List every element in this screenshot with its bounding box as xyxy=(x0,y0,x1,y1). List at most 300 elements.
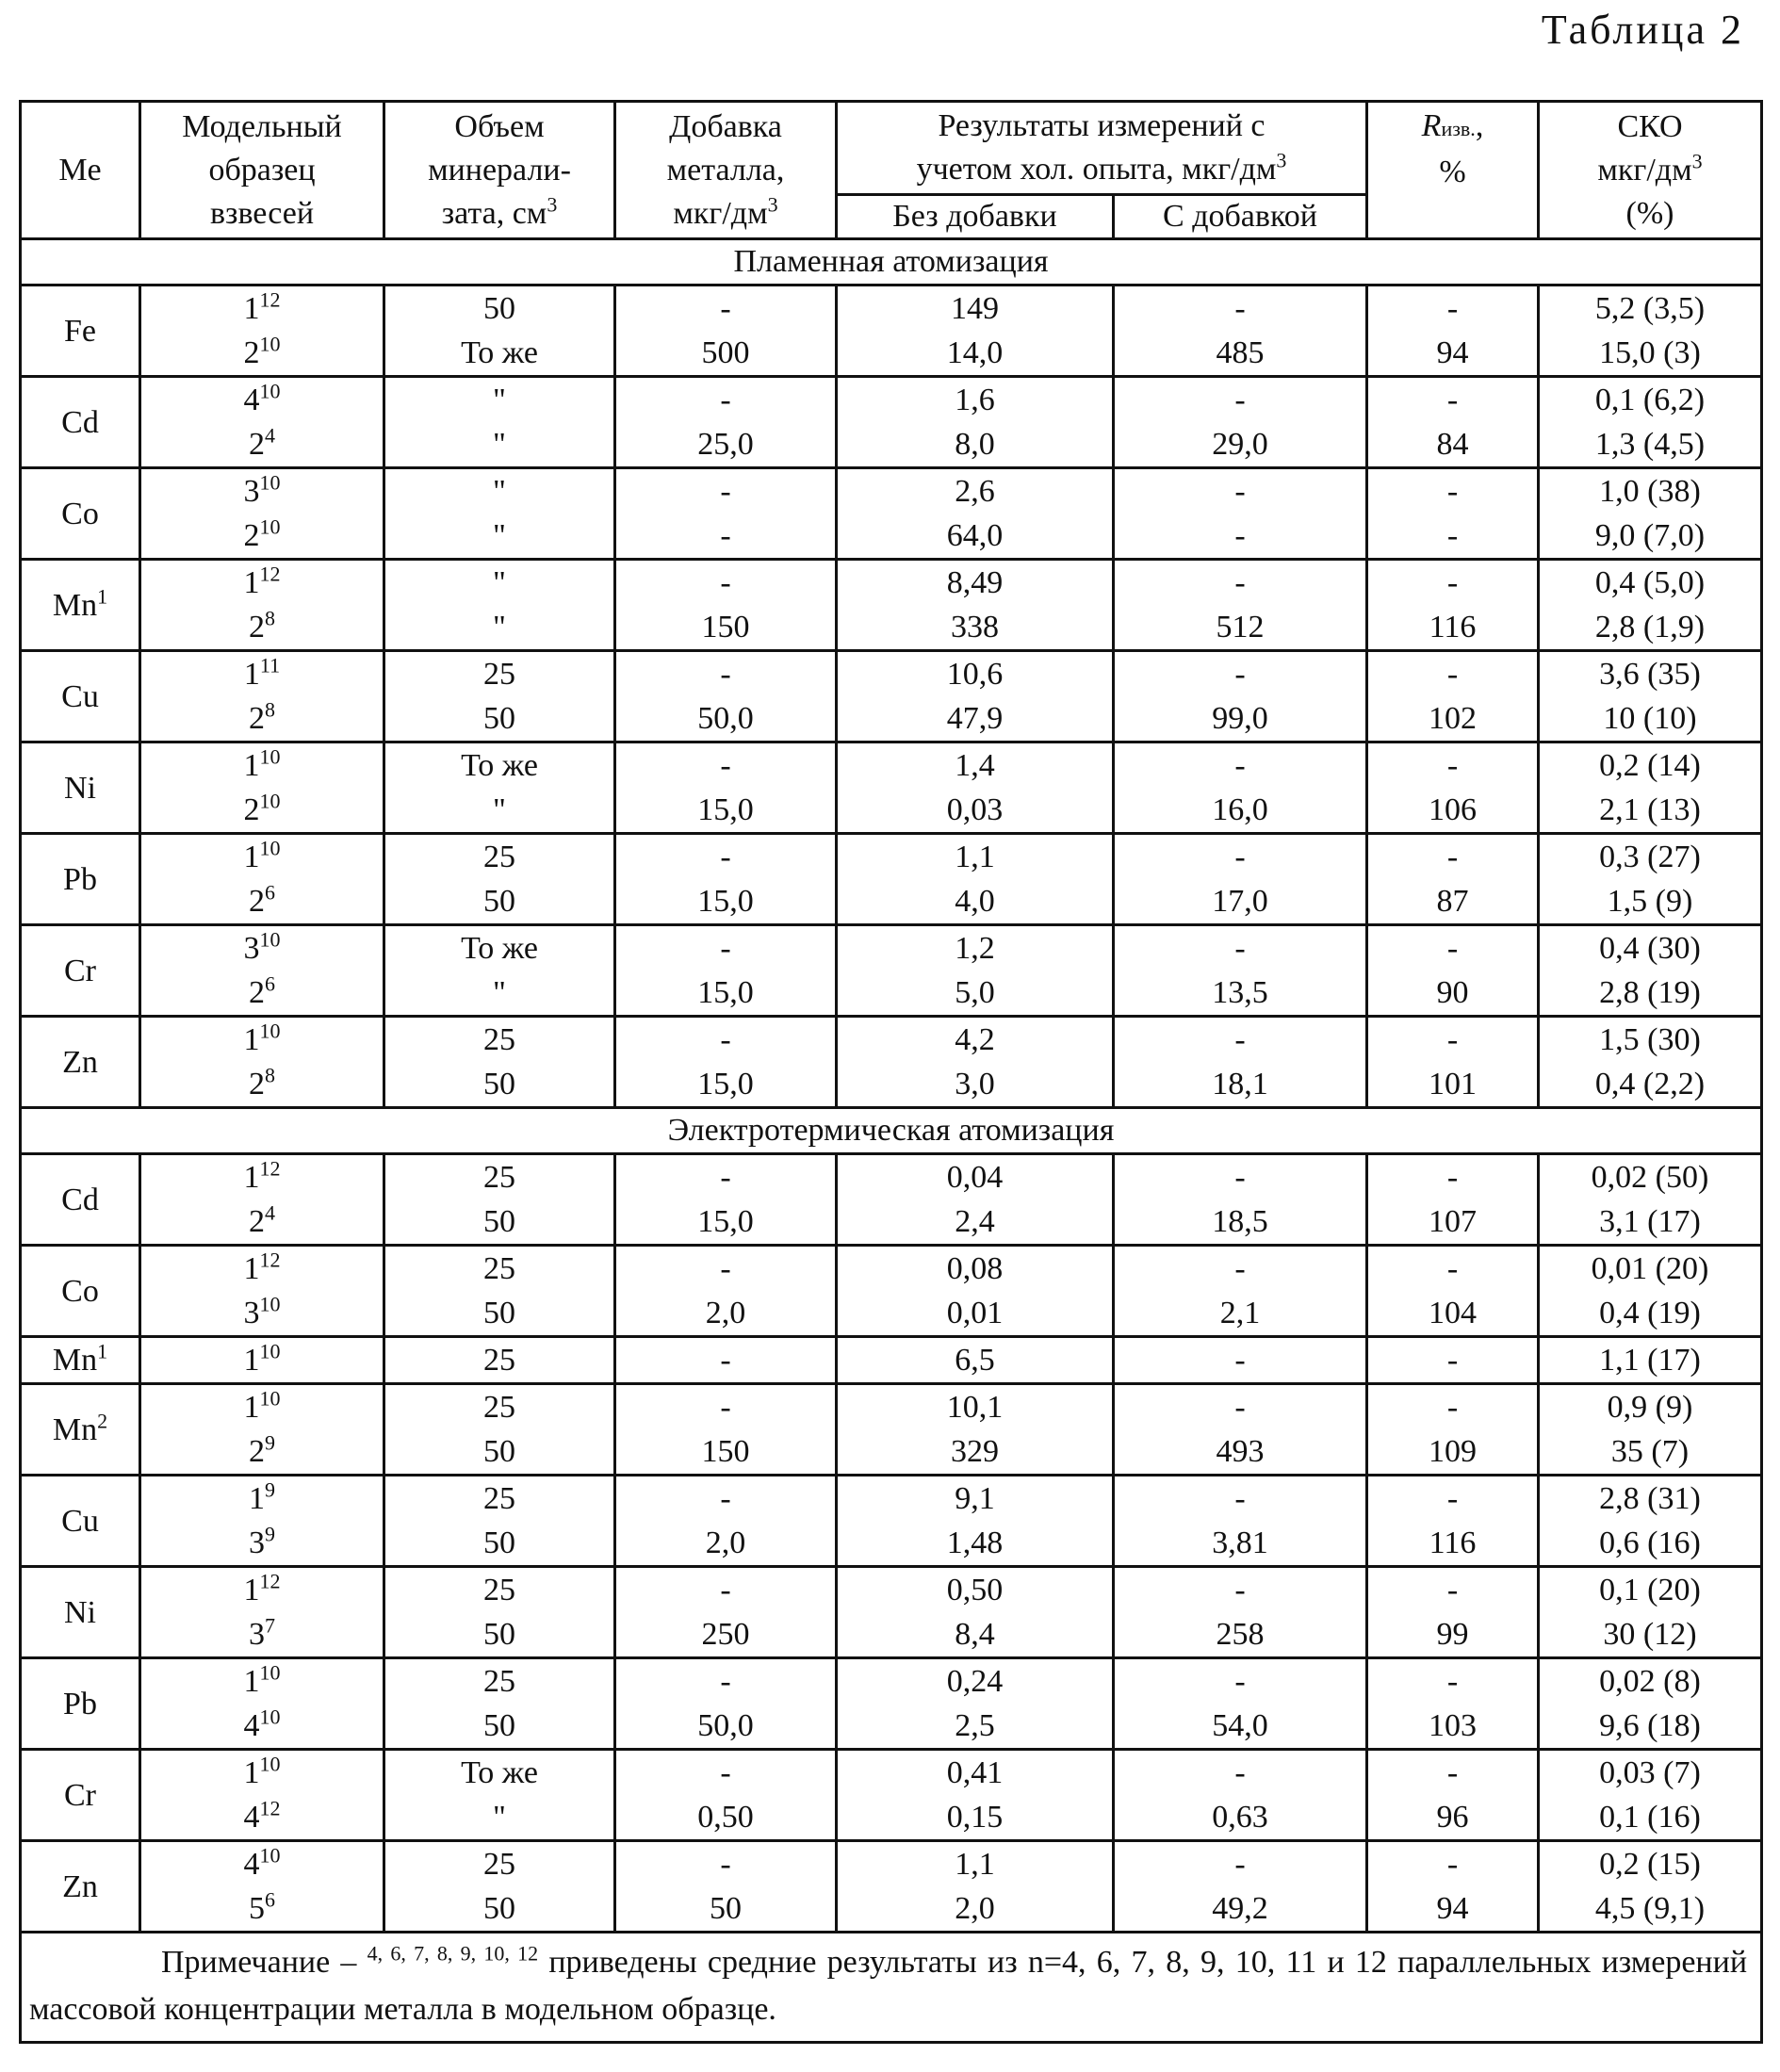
sample-number: 1 xyxy=(244,1755,260,1790)
metal-symbol: Ni xyxy=(64,1595,96,1630)
cell-value: - xyxy=(1372,1247,1533,1291)
cell-value: 96 xyxy=(1372,1795,1533,1839)
metal-symbol: Mn xyxy=(53,588,97,623)
cell-value: 50 xyxy=(389,1199,610,1244)
metal-symbol: Cr xyxy=(64,1778,96,1813)
cell-volume xyxy=(384,1017,615,1108)
sample-line xyxy=(145,1385,379,1429)
cell-without-addition xyxy=(837,286,1114,377)
cell-without-addition xyxy=(837,377,1114,468)
cell-value: 29,0 xyxy=(1119,422,1362,466)
superscript: 3 xyxy=(768,192,778,216)
table-row xyxy=(21,1384,1762,1476)
cell-value: - xyxy=(1372,514,1533,558)
sample-number: 2 xyxy=(249,701,265,736)
cell-without-addition xyxy=(837,834,1114,925)
cell-value: 15,0 xyxy=(620,1062,831,1106)
cell-without-addition xyxy=(837,1154,1114,1246)
cell-volume xyxy=(384,1567,615,1658)
measurement-count: 12 xyxy=(260,563,281,586)
header-text: минерали- xyxy=(389,149,610,192)
measurement-count: 12 xyxy=(260,1157,281,1181)
cell-value: 0,63 xyxy=(1119,1795,1362,1839)
sample-line xyxy=(145,1886,379,1931)
cell-value: - xyxy=(1372,743,1533,788)
cell-addition xyxy=(615,1750,837,1841)
cell-value: 25 xyxy=(389,652,610,696)
sample-number: 1 xyxy=(244,1160,260,1195)
cell-with-addition xyxy=(1114,1337,1367,1384)
cell-value: " xyxy=(389,971,610,1015)
measurement-count: 10 xyxy=(260,1661,281,1685)
cell-value: - xyxy=(1372,469,1533,514)
cell-sample xyxy=(140,377,384,468)
table-row xyxy=(21,468,1762,560)
header-text: % xyxy=(1372,151,1533,194)
cell-value: - xyxy=(620,286,831,331)
cell-value: 14,0 xyxy=(841,331,1108,375)
measurement-count: 10 xyxy=(260,471,281,495)
note-text: приведены средние результаты из n=4, 6, 7, 8, 9, 10, 11 и 12 параллельных измерений массовой концентрации металла в модельном образце. xyxy=(29,1945,1747,2027)
header-text: Результаты измерений с xyxy=(841,105,1362,148)
cell-metal xyxy=(21,925,140,1017)
cell-value: 50 xyxy=(389,1429,610,1474)
cell-metal xyxy=(21,742,140,834)
cell-value: - xyxy=(1119,1338,1362,1382)
cell-value: То же xyxy=(389,743,610,788)
measurement-count: 8 xyxy=(265,607,275,630)
measurement-count: 6 xyxy=(265,881,275,905)
cell-value: - xyxy=(620,1247,831,1291)
cell-metal xyxy=(21,1750,140,1841)
cell-value: - xyxy=(620,835,831,879)
cell-value: 116 xyxy=(1372,1521,1533,1565)
cell-value: 258 xyxy=(1119,1612,1362,1656)
cell-with-addition xyxy=(1114,925,1367,1017)
sample-line xyxy=(145,1568,379,1612)
sample-line xyxy=(145,469,379,514)
cell-recovery xyxy=(1367,1841,1539,1933)
metal-symbol: Cr xyxy=(64,954,96,988)
cell-value: 2,4 xyxy=(841,1199,1108,1244)
metal-symbol: Cd xyxy=(61,405,99,440)
cell-value: - xyxy=(620,1385,831,1429)
metal-symbol: Cu xyxy=(61,679,99,714)
cell-value: - xyxy=(1119,1568,1362,1612)
sample-number: 5 xyxy=(249,1891,265,1926)
header-without-addition: Без добавки xyxy=(837,195,1114,239)
cell-with-addition xyxy=(1114,1567,1367,1658)
cell-value: 50 xyxy=(389,696,610,741)
header-text: СКО xyxy=(1543,106,1756,149)
cell-sko xyxy=(1539,1658,1762,1750)
cell-value: - xyxy=(1119,926,1362,971)
cell-addition xyxy=(615,286,837,377)
cell-value: 0,9 (9) xyxy=(1543,1385,1756,1429)
cell-value: 338 xyxy=(841,605,1108,649)
metal-symbol: Pb xyxy=(63,862,97,897)
sample-number: 1 xyxy=(244,840,260,874)
cell-value: 103 xyxy=(1372,1704,1533,1748)
cell-sample xyxy=(140,1841,384,1933)
cell-sample xyxy=(140,1017,384,1108)
measurement-count: 7 xyxy=(265,1614,275,1638)
table-row xyxy=(21,834,1762,925)
cell-value: 8,49 xyxy=(841,561,1108,605)
cell-value: - xyxy=(1119,1751,1362,1795)
header-text: взвесей xyxy=(145,192,379,236)
cell-value: 50 xyxy=(389,1062,610,1106)
cell-value: 15,0 xyxy=(620,1199,831,1244)
cell-value: 50 xyxy=(389,1704,610,1748)
cell-value: " xyxy=(389,469,610,514)
cell-value: 4,5 (9,1) xyxy=(1543,1886,1756,1931)
cell-value: 1,1 (17) xyxy=(1543,1338,1756,1382)
sample-line xyxy=(145,1659,379,1704)
cell-value: То же xyxy=(389,331,610,375)
cell-value: 0,4 (5,0) xyxy=(1543,561,1756,605)
cell-value: 149 xyxy=(841,286,1108,331)
cell-volume xyxy=(384,1750,615,1841)
cell-with-addition xyxy=(1114,834,1367,925)
superscript: 3 xyxy=(1692,149,1703,172)
cell-value: 50 xyxy=(389,879,610,923)
cell-value: 2,8 (31) xyxy=(1543,1477,1756,1521)
cell-value: 99 xyxy=(1372,1612,1533,1656)
cell-recovery xyxy=(1367,834,1539,925)
cell-value: - xyxy=(620,1477,831,1521)
cell-value: 329 xyxy=(841,1429,1108,1474)
cell-value: - xyxy=(1119,652,1362,696)
cell-value: 1,48 xyxy=(841,1521,1108,1565)
cell-value: " xyxy=(389,422,610,466)
measurement-count: 10 xyxy=(260,515,281,539)
cell-addition xyxy=(615,742,837,834)
cell-sample xyxy=(140,1658,384,1750)
cell-addition xyxy=(615,1384,837,1476)
cell-sko xyxy=(1539,286,1762,377)
cell-value: 4,0 xyxy=(841,879,1108,923)
cell-addition xyxy=(615,1567,837,1658)
metal-symbol: Cu xyxy=(61,1504,99,1539)
cell-value: 50,0 xyxy=(620,1704,831,1748)
cell-value: - xyxy=(620,378,831,422)
cell-value: 2,8 (1,9) xyxy=(1543,605,1756,649)
cell-value: 1,6 xyxy=(841,378,1108,422)
table-row xyxy=(21,1337,1762,1384)
measurement-count: 9 xyxy=(265,1478,275,1502)
cell-with-addition xyxy=(1114,468,1367,560)
cell-sample xyxy=(140,742,384,834)
measurement-count: 8 xyxy=(265,1064,275,1087)
sample-number: 1 xyxy=(249,1481,265,1516)
cell-value: 1,1 xyxy=(841,835,1108,879)
cell-value: То же xyxy=(389,926,610,971)
cell-value: - xyxy=(1119,1018,1362,1062)
cell-metal xyxy=(21,377,140,468)
sample-line xyxy=(145,1429,379,1474)
cell-with-addition xyxy=(1114,1246,1367,1337)
measurement-count: 12 xyxy=(260,288,281,312)
cell-without-addition xyxy=(837,1337,1114,1384)
cell-value: - xyxy=(620,1568,831,1612)
cell-sko xyxy=(1539,1246,1762,1337)
cell-value: - xyxy=(1119,514,1362,558)
cell-value: 5,2 (3,5) xyxy=(1543,286,1756,331)
sample-number: 1 xyxy=(244,1343,260,1378)
cell-value: - xyxy=(620,561,831,605)
sample-line xyxy=(145,1018,379,1062)
cell-volume xyxy=(384,1841,615,1933)
cell-value: - xyxy=(620,1842,831,1886)
measurement-count: 12 xyxy=(260,1797,281,1820)
sample-line xyxy=(145,1704,379,1748)
cell-value: 107 xyxy=(1372,1199,1533,1244)
cell-value: 25 xyxy=(389,1385,610,1429)
header-text: образец xyxy=(145,149,379,192)
sample-line xyxy=(145,422,379,466)
cell-value: 500 xyxy=(620,331,831,375)
cell-value: - xyxy=(1119,1247,1362,1291)
cell-value: 10,1 xyxy=(841,1385,1108,1429)
cell-with-addition xyxy=(1114,1017,1367,1108)
cell-value: 17,0 xyxy=(1119,879,1362,923)
cell-sample xyxy=(140,651,384,742)
cell-value: 1,5 (9) xyxy=(1543,879,1756,923)
cell-value: 50 xyxy=(389,1291,610,1335)
cell-value: 3,1 (17) xyxy=(1543,1199,1756,1244)
header-text: , xyxy=(1476,108,1484,143)
cell-volume xyxy=(384,468,615,560)
metal-symbol: Pb xyxy=(63,1687,97,1721)
cell-value: - xyxy=(1119,1385,1362,1429)
sample-line xyxy=(145,835,379,879)
sample-number: 2 xyxy=(249,427,265,462)
sample-number: 2 xyxy=(249,1067,265,1101)
cell-addition xyxy=(615,468,837,560)
cell-value: 25 xyxy=(389,1659,610,1704)
sample-line xyxy=(145,378,379,422)
measurement-count: 10 xyxy=(260,333,281,356)
measurement-count: 10 xyxy=(260,1705,281,1729)
cell-value: 10 (10) xyxy=(1543,696,1756,741)
header-text: R xyxy=(1422,108,1442,143)
cell-value: - xyxy=(1372,835,1533,879)
cell-value: " xyxy=(389,514,610,558)
cell-sample xyxy=(140,560,384,651)
cell-metal xyxy=(21,1476,140,1567)
cell-value: 3,0 xyxy=(841,1062,1108,1106)
cell-without-addition xyxy=(837,1476,1114,1567)
cell-value: 13,5 xyxy=(1119,971,1362,1015)
cell-sko xyxy=(1539,1750,1762,1841)
cell-value: - xyxy=(1372,1842,1533,1886)
cell-sample xyxy=(140,834,384,925)
cell-addition xyxy=(615,1476,837,1567)
section-row xyxy=(21,239,1762,286)
cell-recovery xyxy=(1367,1337,1539,1384)
cell-recovery xyxy=(1367,1384,1539,1476)
superscript: 1 xyxy=(97,1340,107,1363)
cell-value: 18,5 xyxy=(1119,1199,1362,1244)
cell-without-addition xyxy=(837,742,1114,834)
table-row xyxy=(21,1750,1762,1841)
cell-value: 104 xyxy=(1372,1291,1533,1335)
cell-value: - xyxy=(1372,1568,1533,1612)
sample-line xyxy=(145,788,379,832)
cell-value: - xyxy=(1119,743,1362,788)
sample-number: 2 xyxy=(244,792,260,827)
sample-line xyxy=(145,926,379,971)
cell-recovery xyxy=(1367,1154,1539,1246)
cell-sample xyxy=(140,1750,384,1841)
cell-value: - xyxy=(1119,469,1362,514)
note-label: Примечание – xyxy=(161,1945,367,1980)
cell-sample xyxy=(140,1246,384,1337)
sample-number: 1 xyxy=(244,291,260,326)
cell-value: 150 xyxy=(620,1429,831,1474)
cell-with-addition xyxy=(1114,1841,1367,1933)
measurement-count: 9 xyxy=(265,1523,275,1546)
sample-line xyxy=(145,1247,379,1291)
cell-sko xyxy=(1539,1476,1762,1567)
cell-recovery xyxy=(1367,742,1539,834)
cell-volume xyxy=(384,377,615,468)
cell-value: То же xyxy=(389,1751,610,1795)
cell-addition xyxy=(615,1017,837,1108)
sample-line xyxy=(145,879,379,923)
sample-line xyxy=(145,652,379,696)
results-table xyxy=(19,100,1763,2044)
header-sample xyxy=(140,102,384,239)
cell-value: 50 xyxy=(389,1612,610,1656)
cell-metal xyxy=(21,468,140,560)
cell-value: 0,1 (20) xyxy=(1543,1568,1756,1612)
cell-with-addition xyxy=(1114,1384,1367,1476)
metal-symbol: Mn xyxy=(53,1343,97,1378)
measurement-count: 10 xyxy=(260,1844,281,1868)
sample-line xyxy=(145,1795,379,1839)
measurement-count: 8 xyxy=(265,698,275,722)
cell-metal xyxy=(21,651,140,742)
cell-value: - xyxy=(620,1338,831,1382)
cell-value: 90 xyxy=(1372,971,1533,1015)
cell-value: 2,1 xyxy=(1119,1291,1362,1335)
measurement-count: 12 xyxy=(260,1248,281,1272)
sample-line xyxy=(145,286,379,331)
cell-value: 3,81 xyxy=(1119,1521,1362,1565)
cell-value: - xyxy=(1372,652,1533,696)
cell-value: 15,0 xyxy=(620,788,831,832)
cell-value: 0,6 (16) xyxy=(1543,1521,1756,1565)
cell-value: 50 xyxy=(389,1521,610,1565)
sample-line xyxy=(145,1291,379,1335)
cell-metal xyxy=(21,1841,140,1933)
header-recovery xyxy=(1367,102,1539,239)
sample-line xyxy=(145,1062,379,1106)
table-row xyxy=(21,742,1762,834)
cell-value: 25,0 xyxy=(620,422,831,466)
cell-value: 25 xyxy=(389,1155,610,1199)
cell-value: - xyxy=(1372,926,1533,971)
measurement-count: 10 xyxy=(260,1020,281,1043)
cell-metal xyxy=(21,1246,140,1337)
sample-number: 1 xyxy=(244,565,260,600)
cell-value: 35 (7) xyxy=(1543,1429,1756,1474)
cell-sko xyxy=(1539,742,1762,834)
cell-value: - xyxy=(1119,378,1362,422)
cell-value: - xyxy=(620,1155,831,1199)
cell-value: 1,2 xyxy=(841,926,1108,971)
sample-number: 3 xyxy=(249,1525,265,1560)
subscript: изв. xyxy=(1441,117,1475,140)
cell-without-addition xyxy=(837,1384,1114,1476)
cell-metal xyxy=(21,1337,140,1384)
cell-value: 0,01 (20) xyxy=(1543,1247,1756,1291)
cell-value: 30 (12) xyxy=(1543,1612,1756,1656)
header-with-addition: С добавкой xyxy=(1114,195,1367,239)
cell-value: 18,1 xyxy=(1119,1062,1362,1106)
sample-line xyxy=(145,1842,379,1886)
sample-line xyxy=(145,1612,379,1656)
header-text: мкг/дм xyxy=(1597,153,1691,188)
cell-value: - xyxy=(620,743,831,788)
header-text: Объем xyxy=(389,106,610,149)
sample-line xyxy=(145,561,379,605)
cell-volume xyxy=(384,1658,615,1750)
cell-value: 0,4 (2,2) xyxy=(1543,1062,1756,1106)
cell-sample xyxy=(140,1567,384,1658)
cell-value: 47,9 xyxy=(841,696,1108,741)
table-row xyxy=(21,1658,1762,1750)
sample-number: 2 xyxy=(244,335,260,370)
cell-value: 2,6 xyxy=(841,469,1108,514)
cell-addition xyxy=(615,1841,837,1933)
sample-line xyxy=(145,1338,379,1382)
cell-value: - xyxy=(620,469,831,514)
cell-recovery xyxy=(1367,1017,1539,1108)
sample-number: 1 xyxy=(244,657,260,692)
sample-line xyxy=(145,696,379,741)
cell-value: 3,6 (35) xyxy=(1543,652,1756,696)
cell-value: - xyxy=(1119,561,1362,605)
cell-recovery xyxy=(1367,377,1539,468)
table-row xyxy=(21,651,1762,742)
cell-volume xyxy=(384,286,615,377)
cell-value: 50 xyxy=(389,286,610,331)
cell-value: 94 xyxy=(1372,331,1533,375)
cell-value: - xyxy=(1119,1659,1362,1704)
cell-value: 4,2 xyxy=(841,1018,1108,1062)
cell-value: - xyxy=(620,1751,831,1795)
cell-value: 25 xyxy=(389,1842,610,1886)
measurement-count: 10 xyxy=(260,1753,281,1776)
cell-value: 0,24 xyxy=(841,1659,1108,1704)
cell-value: 493 xyxy=(1119,1429,1362,1474)
cell-value: 106 xyxy=(1372,788,1533,832)
cell-value: - xyxy=(1372,1338,1533,1382)
metal-symbol: Cd xyxy=(61,1183,99,1217)
cell-recovery xyxy=(1367,560,1539,651)
cell-value: 512 xyxy=(1119,605,1362,649)
cell-without-addition xyxy=(837,925,1114,1017)
cell-value: - xyxy=(1119,1842,1362,1886)
cell-metal xyxy=(21,1384,140,1476)
metal-symbol: Mn xyxy=(53,1412,97,1447)
cell-value: 0,41 xyxy=(841,1751,1108,1795)
cell-value: 2,0 xyxy=(620,1521,831,1565)
superscript: 3 xyxy=(547,192,557,216)
